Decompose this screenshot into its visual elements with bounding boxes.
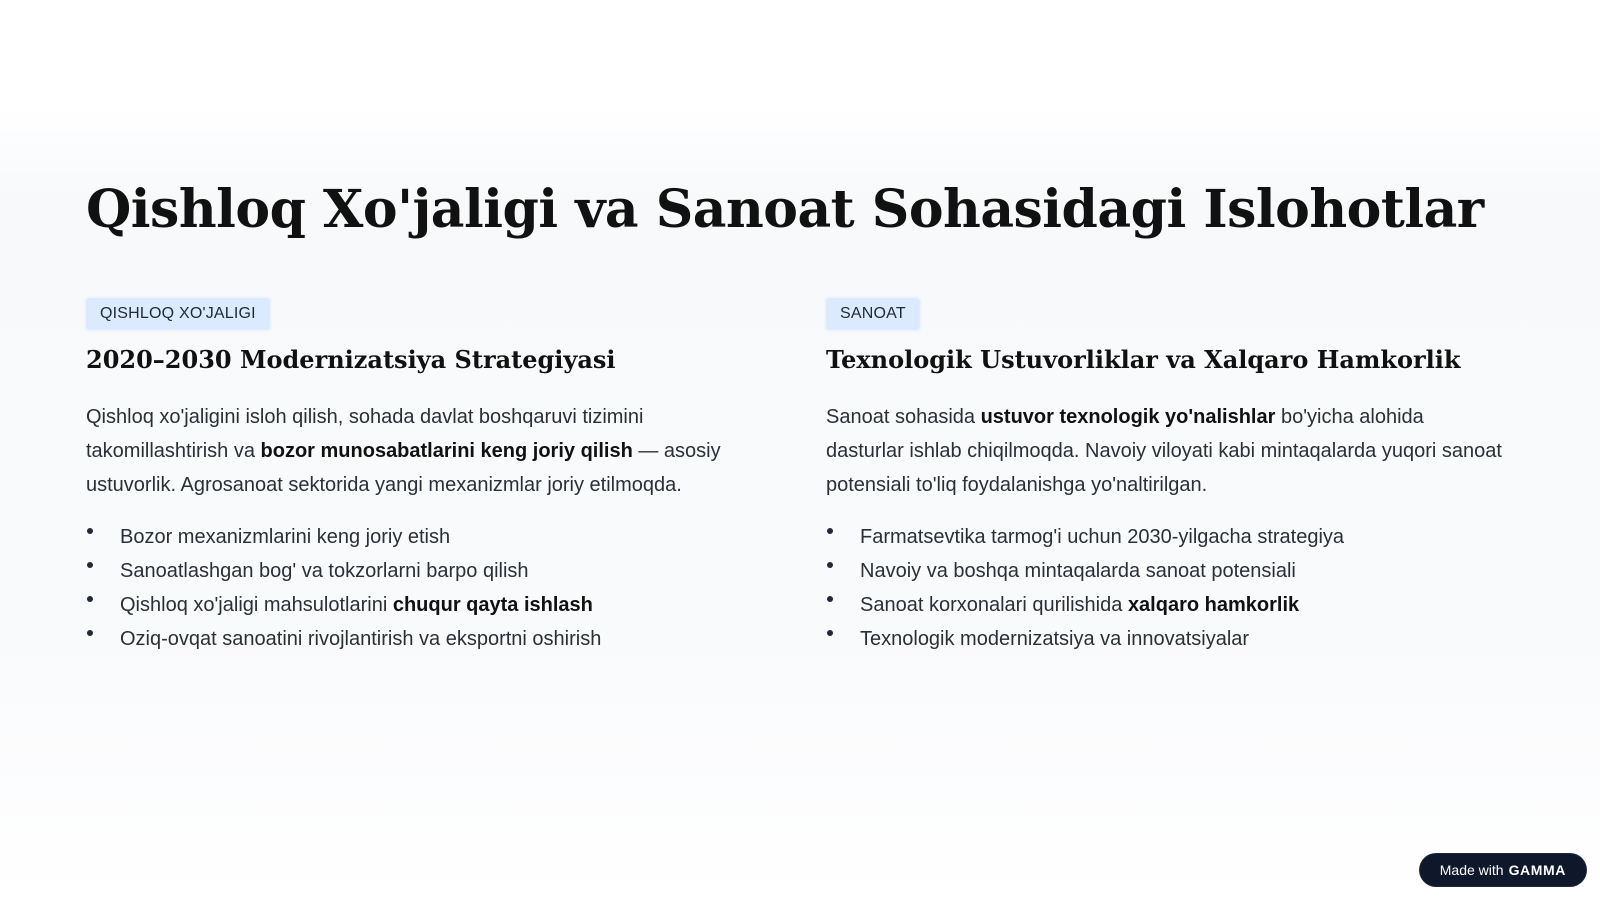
industry-paragraph-text-1: Sanoat sohasida: [826, 406, 981, 428]
bullet-icon: [87, 562, 93, 568]
bullet-item: [86, 554, 766, 588]
industry-subtitle: Texnologik Ustuvorliklar va Xalqaro Hamkorlik: [826, 345, 1461, 374]
industry-column: [826, 298, 1506, 656]
bullet-icon: [827, 562, 833, 568]
bullet-text: Texnologik modernizatsiya va innovatsiyalar: [860, 628, 1250, 650]
bullet-text: Navoiy va boshqa mintaqalarda sanoat potensiali: [860, 560, 1296, 582]
agriculture-paragraph-text-2: — asosiy ustuvorlik. Agrosanoat sektorida yangi mexanizmlar joriy etilmoqda.: [86, 440, 721, 496]
bullet-item: [826, 588, 1506, 622]
badge-prefix: Made with: [1439, 862, 1504, 878]
industry-paragraph-bold: ustuvor texnologik yo'nalishlar: [980, 406, 1276, 428]
industry-tag: SANOAT: [826, 298, 920, 330]
bullet-icon: [827, 630, 833, 636]
bullet-icon: [827, 528, 833, 534]
slide-title: Qishloq Xo'jaligi va Sanoat Sohasidagi Islohotlar: [86, 179, 1484, 240]
agriculture-paragraph: [86, 400, 766, 502]
bullet-icon: [87, 630, 93, 636]
agriculture-paragraph-bold: bozor munosabatlarini keng joriy qilish: [260, 440, 633, 462]
bullet-item: [826, 554, 1506, 588]
industry-paragraph-text-2: bo'yicha alohida dasturlar ishlab chiqilmoqda. Navoiy viloyati kabi mintaqalarda yuqori sanoat potensiali to'liq foydalanishga yo'naltirilgan.: [826, 406, 1502, 496]
bullet-text: Sanoat korxonalari qurilishida: [860, 594, 1128, 616]
bullet-text: Sanoatlashgan bog' va tokzorlarni barpo qilish: [120, 560, 529, 582]
bullet-bold-text: chuqur qayta ishlash: [392, 594, 593, 616]
gamma-logo: GAMMA: [1508, 862, 1566, 878]
industry-paragraph: [826, 400, 1506, 502]
agriculture-bullet-list: [86, 520, 766, 656]
bullet-icon: [827, 596, 833, 602]
bullet-bold-text: xalqaro hamkorlik: [1127, 594, 1300, 616]
bullet-text: Qishloq xo'jaligi mahsulotlarini: [120, 594, 393, 616]
bullet-icon: [87, 528, 93, 534]
bullet-item: [826, 622, 1506, 656]
bullet-item: [86, 520, 766, 554]
industry-bullet-list: [826, 520, 1506, 656]
bullet-text: Farmatsevtika tarmog'i uchun 2030-yilgacha strategiya: [860, 526, 1345, 548]
agriculture-paragraph-text-1: Qishloq xo'jaligini isloh qilish, sohada davlat boshqaruvi tizimini takomillashtirish va: [86, 406, 644, 462]
bullet-item: [86, 588, 766, 622]
bullet-item: [826, 520, 1506, 554]
made-with-gamma-badge[interactable]: [1420, 854, 1586, 886]
bullet-text: Oziq-ovqat sanoatini rivojlantirish va eksportni oshirish: [120, 628, 602, 650]
agriculture-subtitle: 2020–2030 Modernizatsiya Strategiyasi: [86, 345, 616, 374]
bullet-item: [86, 622, 766, 656]
agriculture-column: [86, 298, 766, 656]
bullet-text: Bozor mexanizmlarini keng joriy etish: [120, 526, 451, 548]
bullet-icon: [87, 596, 93, 602]
agriculture-tag: QISHLOQ XO'JALIGI: [86, 298, 270, 330]
